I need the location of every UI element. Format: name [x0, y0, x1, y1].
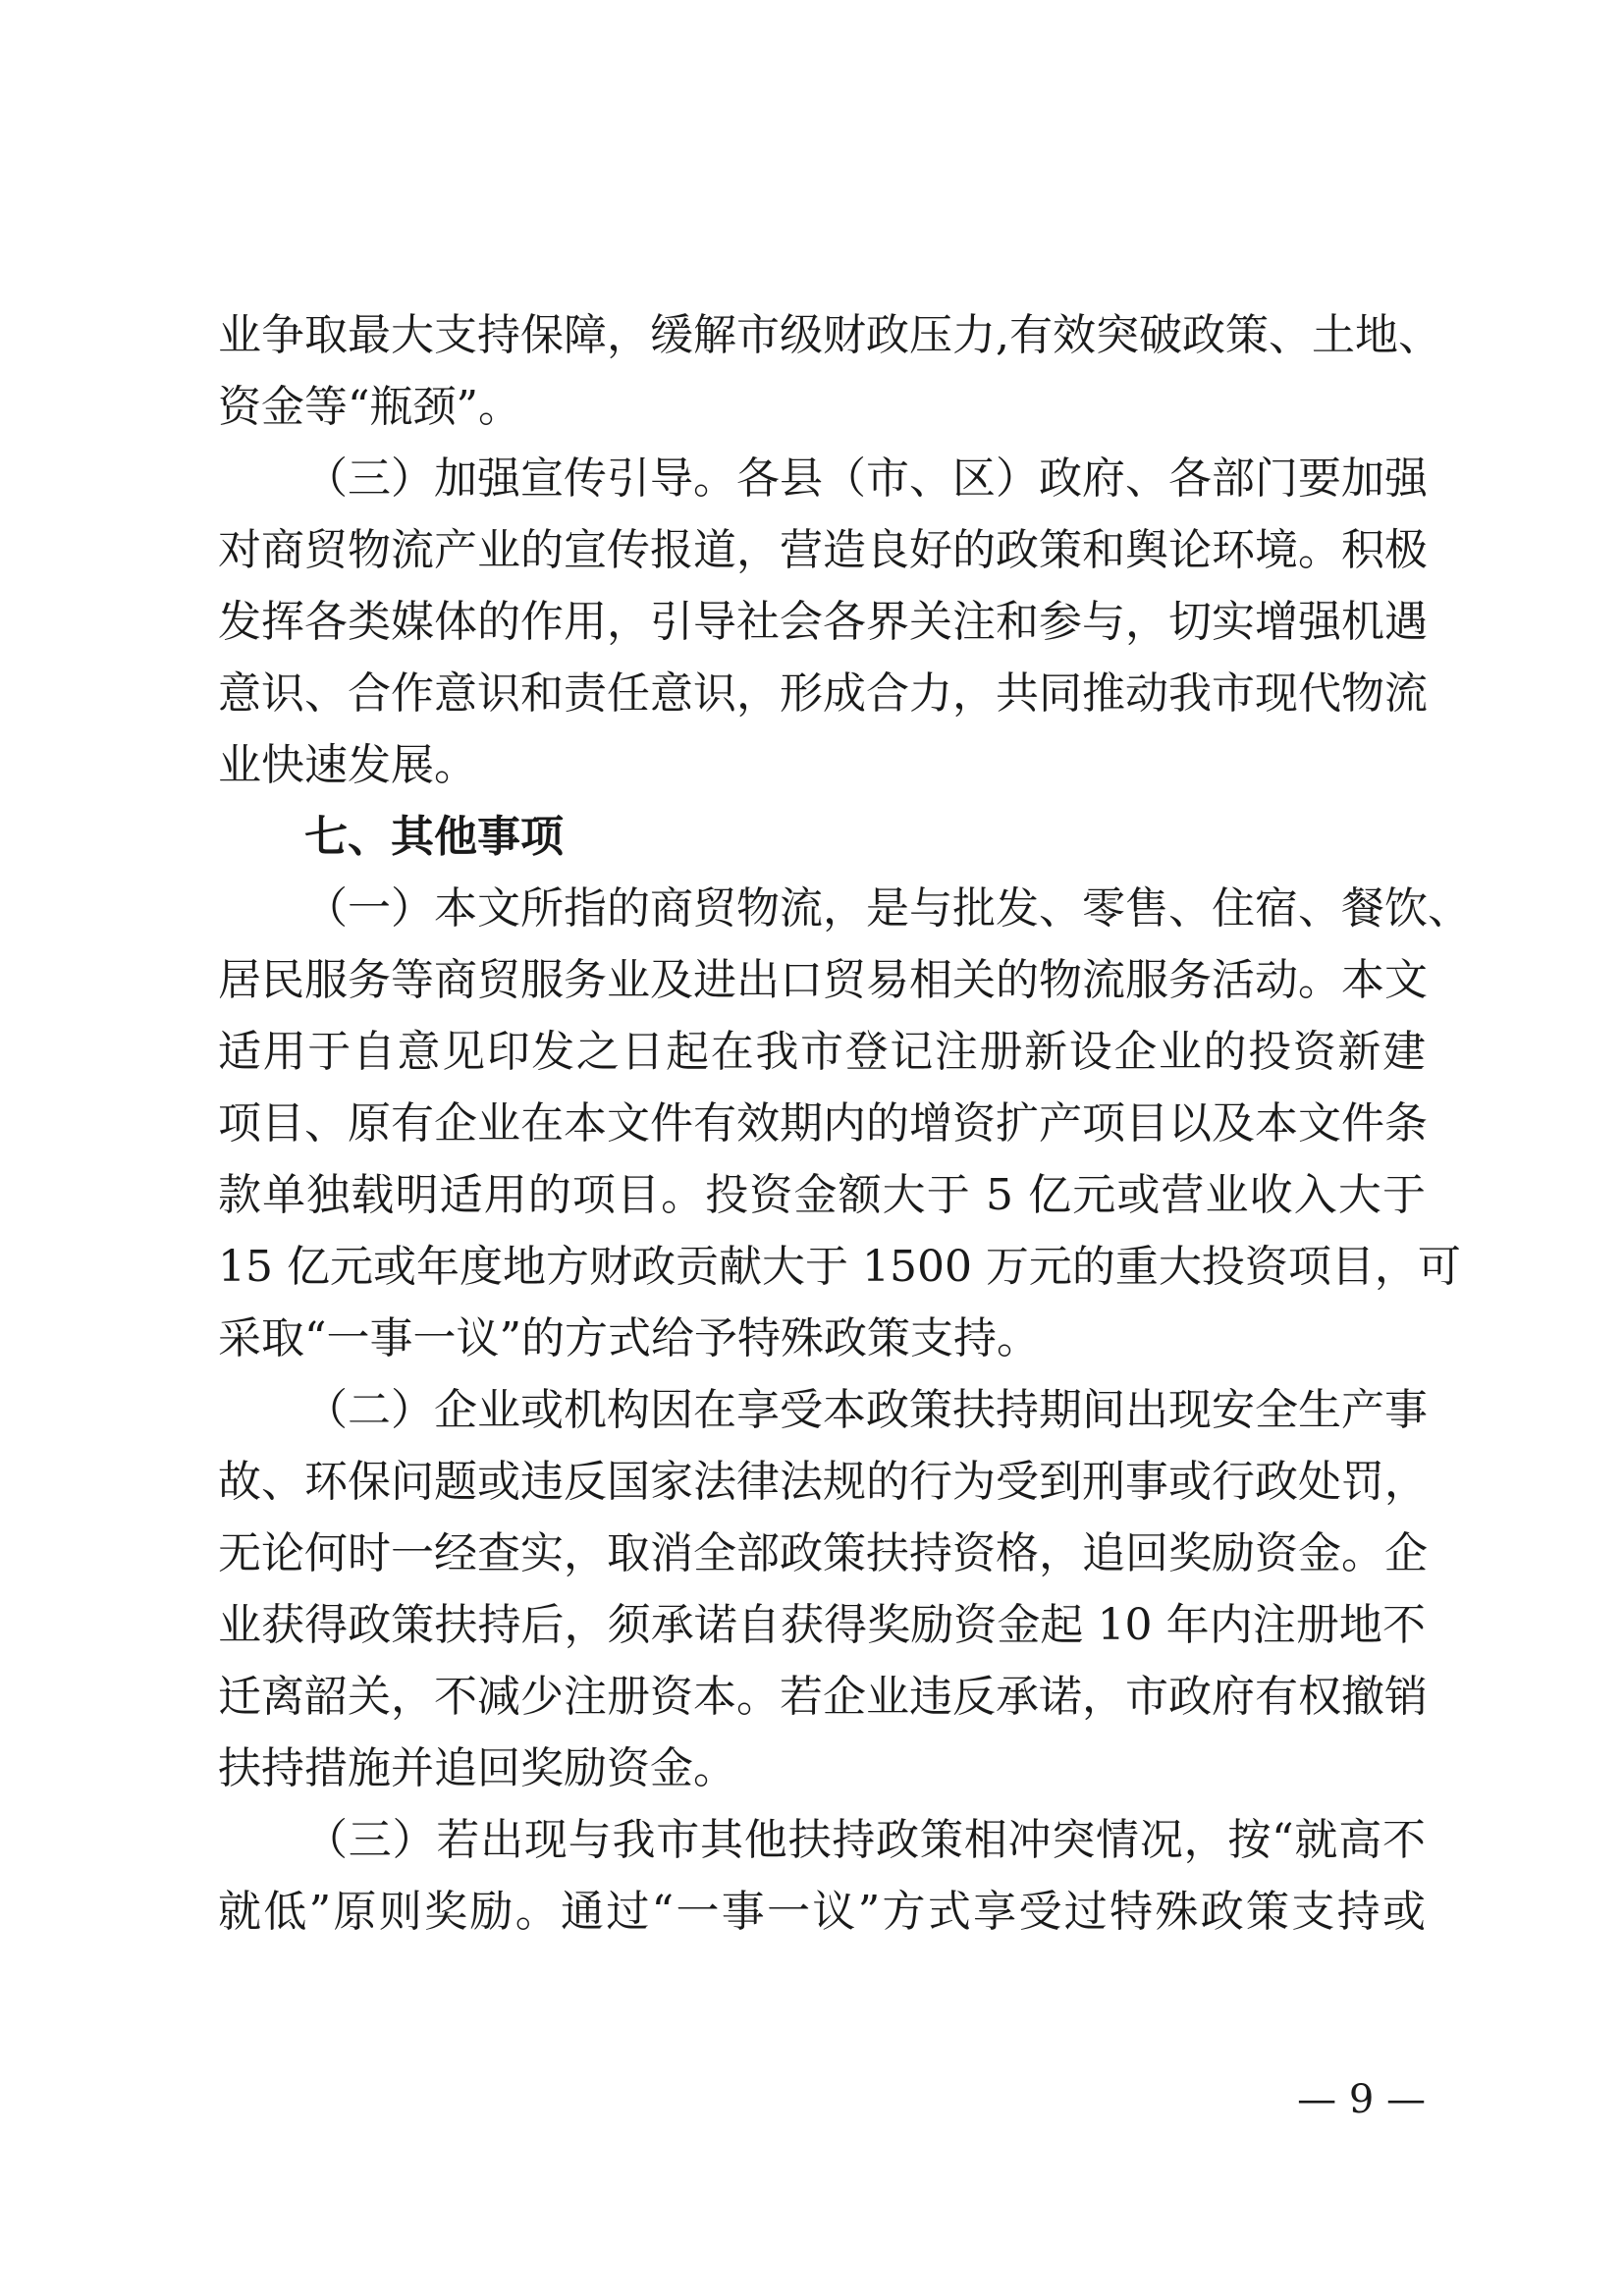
paragraph-line: 15 亿元或年度地方财政贡献大于 1500 万元的重大投资项目，可 — [218, 1242, 1461, 1292]
paragraph-line: 资金等“瓶颈”。 — [218, 382, 521, 432]
paragraph-line: 款单独载明适用的项目。投资金额大于 5 亿元或营业收入大于 — [218, 1170, 1426, 1220]
paragraph-line: 项目、原有企业在本文件有效期内的增资扩产项目以及本文件条 — [218, 1098, 1428, 1148]
paragraph-line: 居民服务等商贸服务业及进出口贸易相关的物流服务活动。本文 — [218, 955, 1428, 1005]
paragraph-line: 业争取最大支持保障，缓解市级财政压力,有效突破政策、土地、 — [218, 310, 1441, 360]
paragraph-line: 业快速发展。 — [218, 740, 477, 790]
paragraph-line: 就低”原则奖励。通过“一事一议”方式享受过特殊政策支持或 — [218, 1887, 1426, 1937]
page-number: — 9 — — [1297, 2077, 1426, 2122]
paragraph-line: 意识、合作意识和责任意识，形成合力，共同推动我市现代物流 — [218, 668, 1428, 719]
paragraph-line: 对商贸物流产业的宣传报道，营造良好的政策和舆论环境。积极 — [218, 525, 1428, 575]
paragraph-line: （一）本文所指的商贸物流，是与批发、零售、住宿、餐饮、 — [304, 883, 1471, 934]
paragraph-line: 故、环保问题或违反国家法律法规的行为受到刑事或行政处罚， — [218, 1457, 1428, 1507]
paragraph-line: （二）企业或机构因在享受本政策扶持期间出现安全生产事 — [304, 1385, 1428, 1435]
paragraph-line: 无论何时一经查实，取消全部政策扶持资格，追回奖励资金。企 — [218, 1528, 1428, 1578]
paragraph-line: 迁离韶关，不减少注册资本。若企业违反承诺，市政府有权撤销 — [218, 1672, 1428, 1722]
section-heading: 七、其他事项 — [304, 812, 564, 862]
paragraph-line: 业获得政策扶持后，须承诺自获得奖励资金起 10 年内注册地不 — [218, 1600, 1426, 1650]
paragraph-line: 采取“一事一议”的方式给予特殊政策支持。 — [218, 1313, 1040, 1363]
paragraph-line: （三）若出现与我市其他扶持政策相冲突情况，按“就高不 — [304, 1815, 1426, 1865]
paragraph-line: （三）加强宣传引导。各县（市、区）政府、各部门要加强 — [304, 454, 1428, 504]
paragraph-line: 发挥各类媒体的作用，引导社会各界关注和参与，切实增强机遇 — [218, 597, 1428, 647]
paragraph-line: 适用于自意见印发之日起在我市登记注册新设企业的投资新建 — [218, 1027, 1426, 1077]
paragraph-line: 扶持措施并追回奖励资金。 — [218, 1743, 736, 1793]
